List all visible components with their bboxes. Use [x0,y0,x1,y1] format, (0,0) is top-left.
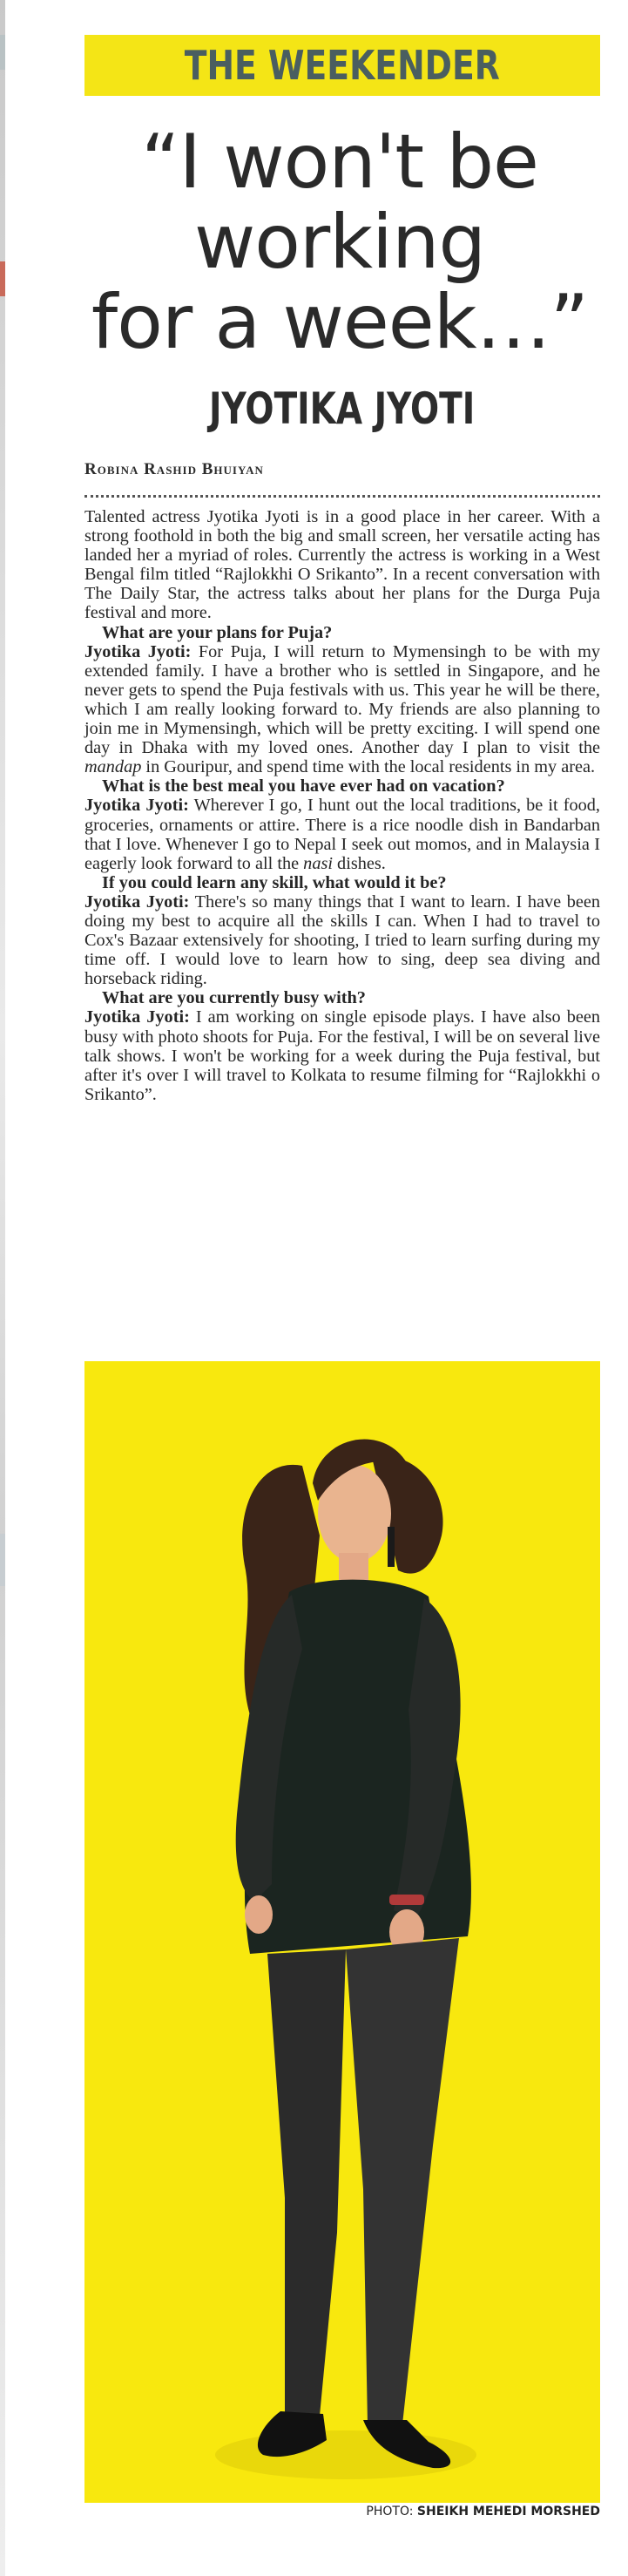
headline-line-3: for a week…” [91,279,589,366]
speaker-label: Jyotika Jyoti: [84,1007,190,1027]
photographer-name: SHEIKH MEHEDI MORSHED [416,2505,600,2518]
answer-4-text: I am working on single episode plays. I have also been busy with photo shoots for Puja. For the festival, I will be on several live talk shows. I won't be working for a week during the Puja festival, but after it's over I will travel to Kolkata to resume filming for “Rajlokkhi o Srikanto”. [84,1007,600,1104]
question-2: What is the best meal you have ever had on vacation? [102,776,505,797]
question-3: If you could learn any skill, what would it be? [102,872,447,892]
answer-2-text-a: Wherever I go, I hunt out the local traditions, be it food, groceries, ornaments or attire. There is a rice noodle dish in Bandarban that I love. Whenever I go to Nepal I seek out momos, and in Malaysia I eagerly look forward to all the [84,796,600,873]
headline-line-1: “I won't be [141,119,538,206]
section-banner [84,35,600,96]
answer-1-text-b: in Gouripur, and spend time with the local residents in my area. [141,757,596,777]
photo-credit-prefix: PHOTO: [366,2505,417,2518]
headline-line-2: working [193,199,486,286]
intro-paragraph: Talented actress Jyotika Jyoti is in a good place in her career. With a strong foothold in both the big and small screen, her versatile acting has landed her a myriad of roles. Currently the actress is working in a West Bengal film titled “Rajlokkhi O Srikanto”. In a recent conversation with The Daily Star, the actress talks about her plans for the Durga Puja festival and more. [84,507,600,623]
answer-2-text-b: dishes. [332,853,386,873]
interviewee-name-text: JYOTIKA JYOTI [209,383,476,434]
article-body [84,507,600,1104]
question-1: What are your plans for Puja? [102,622,333,642]
portrait-photo [84,1361,600,2503]
photo-credit [84,2505,600,2518]
question-4: What are you currently busy with? [102,988,366,1008]
page-edge-strip [0,0,5,2576]
speaker-label: Jyotika Jyoti: [84,641,192,661]
section-title: THE WEEKENDER [184,42,501,89]
headline [52,119,627,366]
answer-2 [84,796,600,872]
interviewee-name [84,383,600,434]
answer-1-italic: mandap [84,757,142,777]
byline: Robina Rashid Bhuiyan [84,460,264,478]
answer-4 [84,1007,600,1103]
answer-1 [84,642,600,777]
answer-1-text-a: For Puja, I will return to Mymensingh to be with my extended family. I have a brother who is settled in Singapore, and he never gets to spend the Puja festivals with us. This year he will be there, which I am really looking forward to. My friends are also planning to join me in Mymensingh, which will be pretty exciting. I will spend one day in Dhaka with my loved ones. Another day I plan to visit the [84,641,600,758]
portrait-illustration [84,1361,600,2503]
answer-2-italic: nasi [303,853,333,873]
speaker-label: Jyotika Jyoti: [84,796,189,816]
dotted-divider [84,495,600,498]
speaker-label: Jyotika Jyoti: [84,891,190,912]
answer-3-text: There's so many things that I want to learn. I have been doing my best to acquire all the skills I can. When I had to travel to Cox's Bazaar extensively for shooting, I tried to learn surfing during my time off. I would love to learn how to sing, deep sea diving and horseback riding. [84,891,601,989]
answer-3 [84,892,600,988]
